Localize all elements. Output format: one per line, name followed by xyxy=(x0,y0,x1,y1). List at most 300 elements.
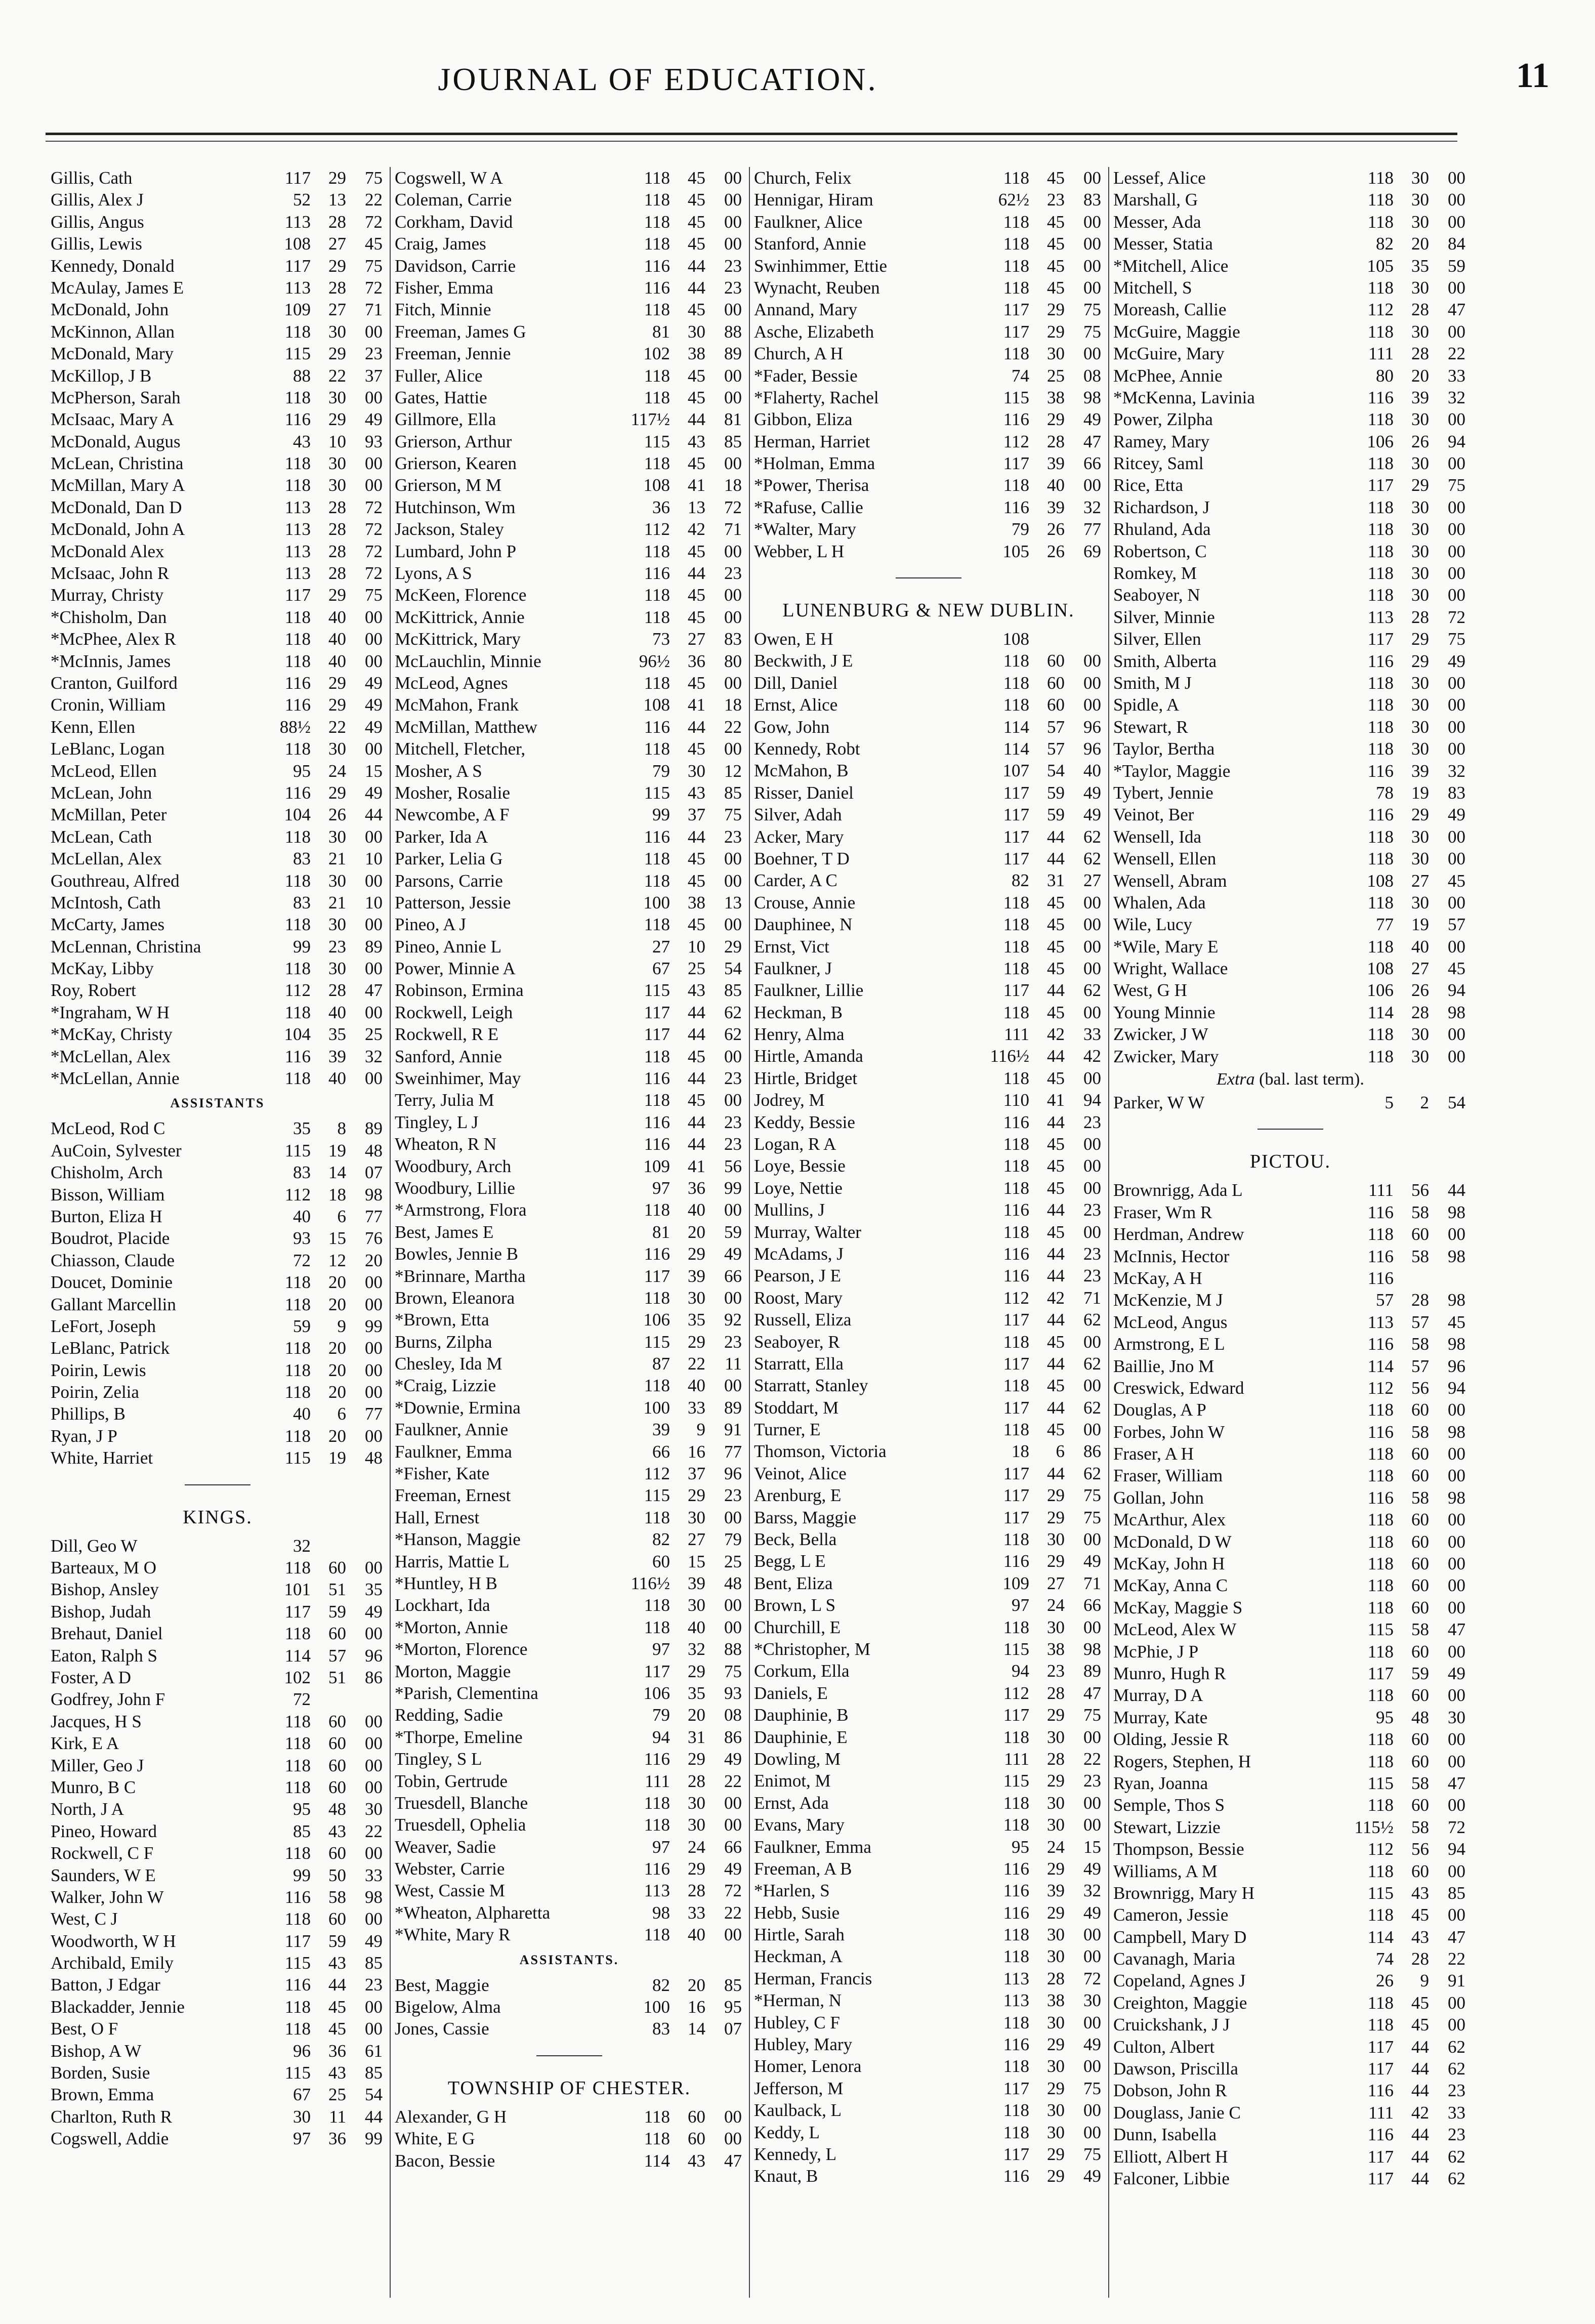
grant-cents: 98 xyxy=(1448,1290,1465,1310)
teacher-row xyxy=(1113,958,1467,979)
grant-dollars: 35 xyxy=(688,1683,705,1703)
days-taught: 30 xyxy=(293,2106,311,2127)
grant-dollars: 28 xyxy=(1047,1968,1065,1988)
grant-cents: 85 xyxy=(365,1953,383,1973)
teacher-name: Jones, Cassie xyxy=(395,2019,489,2039)
days-taught: 108 xyxy=(643,695,670,715)
days-taught: 77 xyxy=(1376,915,1394,935)
grant-dollars: 60 xyxy=(328,1777,346,1797)
teacher-row xyxy=(51,804,385,825)
grant-dollars: 27 xyxy=(328,234,346,254)
teacher-name: Loye, Nettie xyxy=(754,1178,843,1198)
teacher-name: Herman, Francis xyxy=(754,1968,872,1988)
grant-dollars: 26 xyxy=(1411,431,1429,451)
teacher-row xyxy=(754,1133,1103,1155)
grant-cents: 23 xyxy=(1448,2125,1465,2145)
grant-dollars: 29 xyxy=(1047,1902,1065,1923)
teacher-row xyxy=(1113,606,1467,628)
teacher-name: Baillie, Jno M xyxy=(1113,1356,1214,1376)
grant-cents: 00 xyxy=(365,1068,383,1089)
teacher-name: Tybert, Jennie xyxy=(1113,782,1213,803)
grant-dollars: 45 xyxy=(1047,1376,1065,1396)
days-taught: 112 xyxy=(644,1464,670,1484)
grant-cents: 00 xyxy=(1448,453,1465,474)
teacher-name: Webster, Carrie xyxy=(395,1859,505,1879)
days-taught: 118 xyxy=(1003,1332,1029,1352)
teacher-row xyxy=(754,1419,1103,1440)
teacher-row xyxy=(395,255,744,277)
teacher-row xyxy=(395,1199,744,1221)
grant-cents: 00 xyxy=(365,453,383,474)
teacher-name: Davidson, Carrie xyxy=(395,256,516,276)
grant-cents: 93 xyxy=(365,431,383,451)
days-taught: 118 xyxy=(1367,541,1394,561)
days-taught: 116 xyxy=(284,409,311,430)
grant-cents: 85 xyxy=(365,2063,383,2083)
days-taught: 95 xyxy=(1012,1837,1029,1857)
grant-cents: 99 xyxy=(365,2129,383,2149)
grant-dollars: 51 xyxy=(328,1580,346,1600)
teacher-name: Gow, John xyxy=(754,717,830,737)
days-taught: 117½ xyxy=(631,409,670,430)
teacher-row xyxy=(1113,1597,1467,1618)
days-taught: 118 xyxy=(284,387,311,407)
grant-dollars: 60 xyxy=(1411,1224,1429,1244)
grant-cents: 88 xyxy=(724,1639,742,1659)
teacher-row xyxy=(395,167,744,189)
teacher-name: Kennedy, Robt xyxy=(754,738,860,759)
days-taught: 94 xyxy=(1012,1661,1029,1681)
grant-dollars: 56 xyxy=(1411,1180,1429,1200)
teacher-name: Faulkner, Annie xyxy=(395,1420,509,1440)
grant-cents: 00 xyxy=(1448,1795,1465,1815)
teacher-row xyxy=(1113,1728,1467,1750)
days-taught: 118 xyxy=(284,2019,311,2039)
teacher-row xyxy=(395,848,744,869)
teacher-row xyxy=(754,2055,1103,2077)
teacher-name: Fraser, A H xyxy=(1113,1444,1194,1464)
grant-cents: 45 xyxy=(365,234,383,254)
grant-dollars: 40 xyxy=(1047,475,1065,495)
days-taught: 59 xyxy=(293,1316,311,1336)
grant-cents: 00 xyxy=(1083,212,1101,232)
teacher-name: McMillan, Peter xyxy=(51,805,167,825)
days-taught: 115 xyxy=(1367,1773,1394,1793)
teacher-name: Stewart, Lizzie xyxy=(1113,1817,1221,1837)
teacher-row xyxy=(1113,1860,1467,1882)
teacher-name: Gillis, Lewis xyxy=(51,234,142,254)
teacher-row xyxy=(51,892,385,914)
grant-dollars: 45 xyxy=(688,453,705,474)
grant-dollars: 25 xyxy=(328,2085,346,2105)
grant-dollars: 60 xyxy=(328,1711,346,1731)
grant-dollars: 44 xyxy=(1411,2168,1429,2188)
grant-cents: 29 xyxy=(724,936,742,957)
days-taught: 118 xyxy=(644,915,670,935)
teacher-row xyxy=(1113,1311,1467,1333)
teacher-name: Daniels, E xyxy=(754,1683,828,1703)
grant-dollars: 30 xyxy=(1047,1727,1065,1747)
grant-dollars: 21 xyxy=(328,892,346,912)
grant-dollars: 31 xyxy=(1047,870,1065,891)
grant-dollars: 14 xyxy=(688,2019,705,2039)
teacher-row xyxy=(754,1858,1103,1880)
grant-cents: 95 xyxy=(724,1997,742,2017)
grant-cents: 00 xyxy=(1083,892,1101,912)
teacher-name: Brownrigg, Ada L xyxy=(1113,1180,1243,1200)
teacher-row xyxy=(754,496,1103,518)
teacher-name: McKay, John H xyxy=(1113,1554,1225,1574)
grant-dollars: 30 xyxy=(1411,519,1429,540)
teacher-row xyxy=(51,1601,385,1623)
days-taught: 117 xyxy=(1003,980,1029,1001)
teacher-name: *Flaherty, Rachel xyxy=(754,387,879,407)
teacher-name: Cameron, Jessie xyxy=(1113,1905,1229,1925)
grant-cents: 00 xyxy=(724,1595,742,1615)
grant-dollars: 20 xyxy=(688,1705,705,1725)
grant-cents: 00 xyxy=(724,2129,742,2149)
days-taught: 118 xyxy=(284,1426,311,1446)
grant-cents: 22 xyxy=(365,190,383,210)
teacher-row xyxy=(1113,760,1467,782)
grant-dollars: 27 xyxy=(1411,870,1429,891)
grant-dollars: 30 xyxy=(328,959,346,979)
grant-dollars: 44 xyxy=(1411,2037,1429,2057)
days-taught: 74 xyxy=(1012,365,1029,386)
teacher-name: Brown, L S xyxy=(754,1595,836,1615)
teacher-name: Coleman, Carrie xyxy=(395,190,512,210)
grant-dollars: 43 xyxy=(1411,1883,1429,1903)
grant-dollars: 9 xyxy=(337,1316,346,1336)
grant-dollars: 40 xyxy=(328,651,346,671)
days-taught: 115 xyxy=(1367,1620,1394,1640)
grant-cents: 00 xyxy=(724,1925,742,1945)
teacher-row xyxy=(754,2165,1103,2187)
days-taught: 82 xyxy=(1376,234,1394,254)
grant-cents: 86 xyxy=(724,1727,742,1747)
days-taught: 110 xyxy=(1003,1090,1029,1110)
grant-cents: 71 xyxy=(724,519,742,540)
days-taught: 115 xyxy=(284,1953,311,1973)
days-taught: 114 xyxy=(1003,738,1029,759)
grant-dollars: 44 xyxy=(688,409,705,430)
grant-cents: 00 xyxy=(1083,1068,1101,1088)
teacher-name: Thomson, Victoria xyxy=(754,1441,887,1462)
grant-dollars: 30 xyxy=(1411,1024,1429,1045)
days-taught: 113 xyxy=(1003,1968,1029,1988)
grant-dollars: 29 xyxy=(1047,1858,1065,1879)
grant-cents: 98 xyxy=(1448,1202,1465,1222)
grant-dollars: 42 xyxy=(1411,2102,1429,2123)
grant-dollars: 37 xyxy=(688,805,705,825)
days-taught: 118 xyxy=(1367,1597,1394,1617)
teacher-name: Bigelow, Alma xyxy=(395,1997,501,2017)
days-taught: 106 xyxy=(643,1683,670,1703)
teacher-name: Jacques, H S xyxy=(51,1711,142,1731)
grant-cents: 49 xyxy=(1083,782,1101,803)
teacher-row xyxy=(754,1463,1103,1484)
grant-dollars: 44 xyxy=(1047,848,1065,868)
grant-cents: 96 xyxy=(1083,738,1101,759)
teacher-row xyxy=(754,1199,1103,1221)
days-taught: 116 xyxy=(1003,1200,1029,1220)
grant-cents: 98 xyxy=(1448,1334,1465,1354)
section-divider xyxy=(395,2040,744,2070)
days-taught: 116 xyxy=(1367,1422,1394,1442)
teacher-name: Ernst, Alice xyxy=(754,695,838,715)
days-taught: 52 xyxy=(293,190,311,210)
grant-cents: 15 xyxy=(1083,1837,1101,1857)
county-heading: TOWNSHIP OF CHESTER. xyxy=(447,2077,691,2099)
teacher-name: Knaut, B xyxy=(754,2166,818,2186)
grant-dollars: 29 xyxy=(1411,629,1429,649)
days-taught: 115 xyxy=(644,980,670,1001)
teacher-row xyxy=(395,628,744,650)
grant-dollars: 58 xyxy=(1411,1817,1429,1837)
grant-dollars: 45 xyxy=(1411,1905,1429,1925)
grant-dollars: 28 xyxy=(1047,1683,1065,1703)
days-taught: 118 xyxy=(1367,168,1394,188)
grant-cents: 62 xyxy=(1083,826,1101,847)
teacher-name: Starratt, Stanley xyxy=(754,1376,868,1396)
grant-cents: 62 xyxy=(1083,1353,1101,1374)
teacher-name: Patterson, Jessie xyxy=(395,892,511,912)
teacher-row xyxy=(754,1111,1103,1133)
grant-cents: 27 xyxy=(1083,870,1101,891)
grant-cents: 00 xyxy=(1083,475,1101,495)
grant-cents: 00 xyxy=(1448,321,1465,342)
grant-dollars: 57 xyxy=(1047,717,1065,737)
days-taught: 118 xyxy=(644,2106,670,2127)
teacher-name: Russell, Eliza xyxy=(754,1310,852,1330)
teacher-name: LeBlanc, Patrick xyxy=(51,1338,170,1358)
teacher-name: Corkum, Ella xyxy=(754,1661,850,1681)
days-taught: 118 xyxy=(1367,409,1394,430)
teacher-row xyxy=(754,628,1103,650)
teacher-name: Hubley, Mary xyxy=(754,2035,853,2055)
teacher-name: *Brown, Etta xyxy=(395,1310,489,1330)
teacher-row xyxy=(754,826,1103,848)
days-taught: 72 xyxy=(293,1689,311,1710)
teacher-row xyxy=(51,738,385,760)
teacher-name: Swinhimmer, Ettie xyxy=(754,256,888,276)
teacher-row xyxy=(754,233,1103,255)
grant-cents: 81 xyxy=(724,409,742,430)
grant-cents: 00 xyxy=(1448,1224,1465,1244)
days-taught: 116 xyxy=(1367,1334,1394,1354)
grant-cents: 00 xyxy=(1448,1554,1465,1574)
days-taught: 118 xyxy=(644,2129,670,2149)
grant-dollars: 45 xyxy=(1047,1332,1065,1352)
grant-dollars: 13 xyxy=(328,190,346,210)
teacher-name: McInnis, Hector xyxy=(1113,1246,1230,1266)
teacher-name: Rockwell, R E xyxy=(395,1024,499,1045)
teacher-row xyxy=(754,1748,1103,1770)
teacher-name: Fisher, Emma xyxy=(395,277,493,298)
teacher-name: Lumbard, John P xyxy=(395,541,517,561)
teacher-name: McKay, Maggie S xyxy=(1113,1597,1243,1617)
teacher-name: McGuire, Maggie xyxy=(1113,321,1240,342)
teacher-name: Hirtle, Sarah xyxy=(754,1925,845,1945)
grant-cents: 00 xyxy=(724,1376,742,1396)
grant-cents: 00 xyxy=(365,1002,383,1022)
grant-cents: 75 xyxy=(365,256,383,276)
teacher-name: Dunn, Isabella xyxy=(1113,2125,1217,2145)
teacher-name: Murray, D A xyxy=(1113,1685,1203,1706)
teacher-name: Cavanagh, Maria xyxy=(1113,1949,1236,1969)
grant-cents: 47 xyxy=(1448,1773,1465,1793)
teacher-row xyxy=(395,562,744,584)
grant-dollars: 45 xyxy=(688,739,705,759)
days-taught: 118 xyxy=(284,915,311,935)
teacher-row xyxy=(51,1067,385,1089)
teacher-row xyxy=(395,650,744,672)
teacher-name: Fraser, Wm R xyxy=(1113,1202,1212,1222)
grant-dollars: 29 xyxy=(328,782,346,803)
days-taught: 81 xyxy=(652,1222,670,1242)
grant-dollars: 45 xyxy=(688,1090,705,1110)
grant-dollars: 30 xyxy=(1411,453,1429,474)
grant-cents: 23 xyxy=(724,277,742,298)
grant-dollars: 20 xyxy=(328,1272,346,1293)
grant-cents: 42 xyxy=(1083,1046,1101,1066)
teacher-row xyxy=(51,2040,385,2062)
grant-dollars: 27 xyxy=(328,300,346,320)
teacher-name: Freeman, James G xyxy=(395,321,526,342)
grant-dollars: 29 xyxy=(328,168,346,188)
teacher-name: Beck, Bella xyxy=(754,1529,837,1550)
days-taught: 118 xyxy=(1367,1795,1394,1815)
teacher-name: *Morton, Florence xyxy=(395,1639,528,1659)
grant-cents: 49 xyxy=(724,1244,742,1264)
teacher-row xyxy=(395,1996,744,2018)
days-taught: 5 xyxy=(1384,1093,1394,1113)
days-taught: 118 xyxy=(1003,212,1029,232)
grant-dollars: 44 xyxy=(1411,2059,1429,2079)
grant-dollars: 40 xyxy=(1411,936,1429,957)
teacher-row xyxy=(754,299,1103,320)
grant-cents: 45 xyxy=(1448,870,1465,891)
days-taught: 118 xyxy=(644,168,670,188)
grant-dollars: 60 xyxy=(1047,695,1065,715)
grant-dollars: 29 xyxy=(688,1859,705,1879)
teacher-name: Carder, A C xyxy=(754,870,837,891)
teacher-row xyxy=(1113,2058,1467,2080)
teacher-row xyxy=(395,1265,744,1287)
teacher-name: Messer, Ada xyxy=(1113,212,1201,232)
teacher-name: McKittrick, Annie xyxy=(395,607,525,627)
teacher-row xyxy=(51,1820,385,1842)
teacher-name: Tobin, Gertrude xyxy=(395,1771,508,1791)
days-taught: 118 xyxy=(284,1711,311,1731)
days-taught: 97 xyxy=(293,2129,311,2149)
teacher-row xyxy=(754,2143,1103,2165)
days-taught: 118 xyxy=(1003,2056,1029,2077)
teacher-name: Blackadder, Jennie xyxy=(51,1997,185,2017)
grant-cents: 49 xyxy=(1083,2035,1101,2055)
teacher-row xyxy=(395,1682,744,1704)
grant-dollars: 26 xyxy=(328,805,346,825)
teacher-name: Annand, Mary xyxy=(754,300,858,320)
teacher-row xyxy=(395,716,744,738)
grant-dollars: 50 xyxy=(328,1865,346,1885)
days-taught: 118 xyxy=(1003,1925,1029,1945)
teacher-row xyxy=(51,958,385,979)
grant-dollars: 27 xyxy=(688,629,705,649)
teacher-name: Hebb, Susie xyxy=(754,1902,840,1923)
days-taught: 115 xyxy=(1003,1771,1029,1791)
teacher-name: Bishop, Ansley xyxy=(51,1580,159,1600)
teacher-row xyxy=(51,584,385,606)
days-taught: 118 xyxy=(284,651,311,671)
grant-dollars: 36 xyxy=(328,2041,346,2061)
days-taught: 66 xyxy=(652,1441,670,1462)
teacher-name: Morton, Maggie xyxy=(395,1661,511,1681)
teacher-name: McLauchlin, Minnie xyxy=(395,651,541,671)
grant-dollars: 43 xyxy=(688,431,705,451)
days-taught: 118 xyxy=(1003,936,1029,957)
teacher-name: Grierson, Kearen xyxy=(395,453,517,474)
teacher-row xyxy=(754,255,1103,277)
grant-cents: 00 xyxy=(365,1909,383,1929)
grant-cents: 00 xyxy=(1083,1617,1101,1637)
grant-dollars: 29 xyxy=(328,585,346,605)
teacher-name: Robinson, Ermina xyxy=(395,980,524,1001)
grant-cents: 00 xyxy=(1083,936,1101,957)
teacher-name: Hubley, C F xyxy=(754,2012,840,2032)
days-taught: 115 xyxy=(284,1140,311,1160)
grant-dollars: 30 xyxy=(1411,717,1429,737)
days-taught: 112 xyxy=(1003,1288,1029,1308)
teacher-row xyxy=(754,1221,1103,1243)
teacher-row xyxy=(51,1535,385,1557)
teacher-row xyxy=(395,1221,744,1243)
teacher-row xyxy=(51,650,385,672)
days-taught: 116 xyxy=(1003,409,1029,430)
grant-cents: 00 xyxy=(1448,936,1465,957)
grant-cents: 00 xyxy=(1448,212,1465,232)
grant-cents xyxy=(346,1688,385,1710)
grant-dollars: 58 xyxy=(1411,1487,1429,1508)
teacher-row xyxy=(395,1572,744,1594)
teacher-name: Foster, A D xyxy=(51,1668,132,1687)
teacher-name: Olding, Jessie R xyxy=(1113,1729,1229,1750)
grant-cents: 30 xyxy=(1448,1707,1465,1727)
days-taught: 118 xyxy=(284,826,311,847)
grant-cents: 47 xyxy=(1448,300,1465,320)
teacher-name: Wensell, Ellen xyxy=(1113,849,1216,869)
teacher-row xyxy=(395,1974,744,1996)
teacher-name: Ernst, Ada xyxy=(754,1793,829,1813)
grant-cents: 00 xyxy=(1083,2100,1101,2121)
days-taught: 118 xyxy=(1003,958,1029,978)
teacher-name: *McInnis, James xyxy=(51,651,171,671)
teacher-name: Faulkner, Lillie xyxy=(754,980,864,1001)
grant-cents: 49 xyxy=(1448,651,1465,671)
teacher-name: Messer, Statia xyxy=(1113,234,1213,254)
teacher-name: Pineo, Howard xyxy=(51,1821,157,1841)
teacher-row xyxy=(754,1089,1103,1111)
teacher-row xyxy=(51,694,385,716)
days-taught: 116 xyxy=(1367,651,1394,671)
days-taught: 116 xyxy=(1367,1202,1394,1222)
grant-dollars: 6 xyxy=(1056,1441,1065,1462)
days-taught: 118 xyxy=(644,300,670,320)
grant-cents: 00 xyxy=(724,300,742,320)
grant-cents: 00 xyxy=(365,1272,383,1293)
teacher-name: Lessef, Alice xyxy=(1113,168,1206,188)
days-taught: 112 xyxy=(1003,431,1029,451)
